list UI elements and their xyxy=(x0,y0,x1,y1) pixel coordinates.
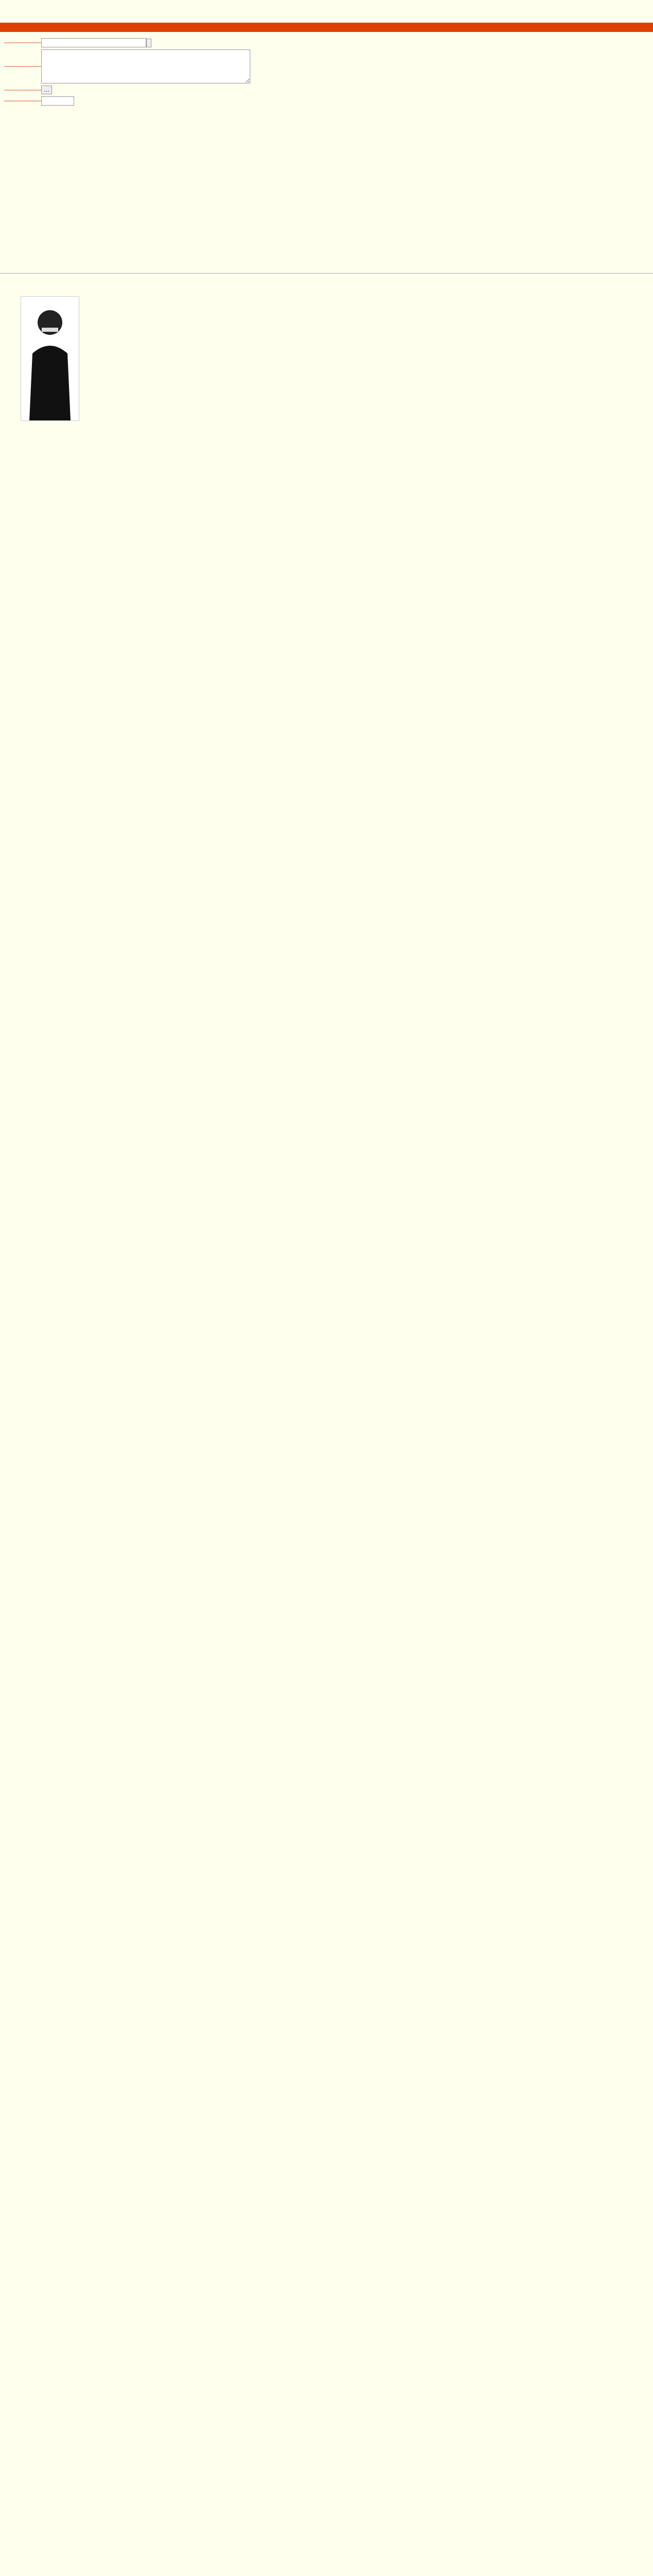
mode-banner xyxy=(0,23,653,32)
delkey-input[interactable] xyxy=(41,96,74,106)
submit-button[interactable] xyxy=(146,39,151,47)
file-choose-button[interactable]: … xyxy=(41,86,52,94)
op-thumbnail-image[interactable] xyxy=(21,296,79,421)
file-label xyxy=(4,90,41,91)
delkey-label xyxy=(4,100,41,101)
divider xyxy=(0,273,653,274)
comment-label xyxy=(4,66,41,67)
reply-form xyxy=(4,38,250,108)
email-label xyxy=(4,42,41,43)
email-input[interactable] xyxy=(41,38,146,47)
op-post xyxy=(127,291,590,295)
comment-textarea[interactable] xyxy=(41,49,250,83)
